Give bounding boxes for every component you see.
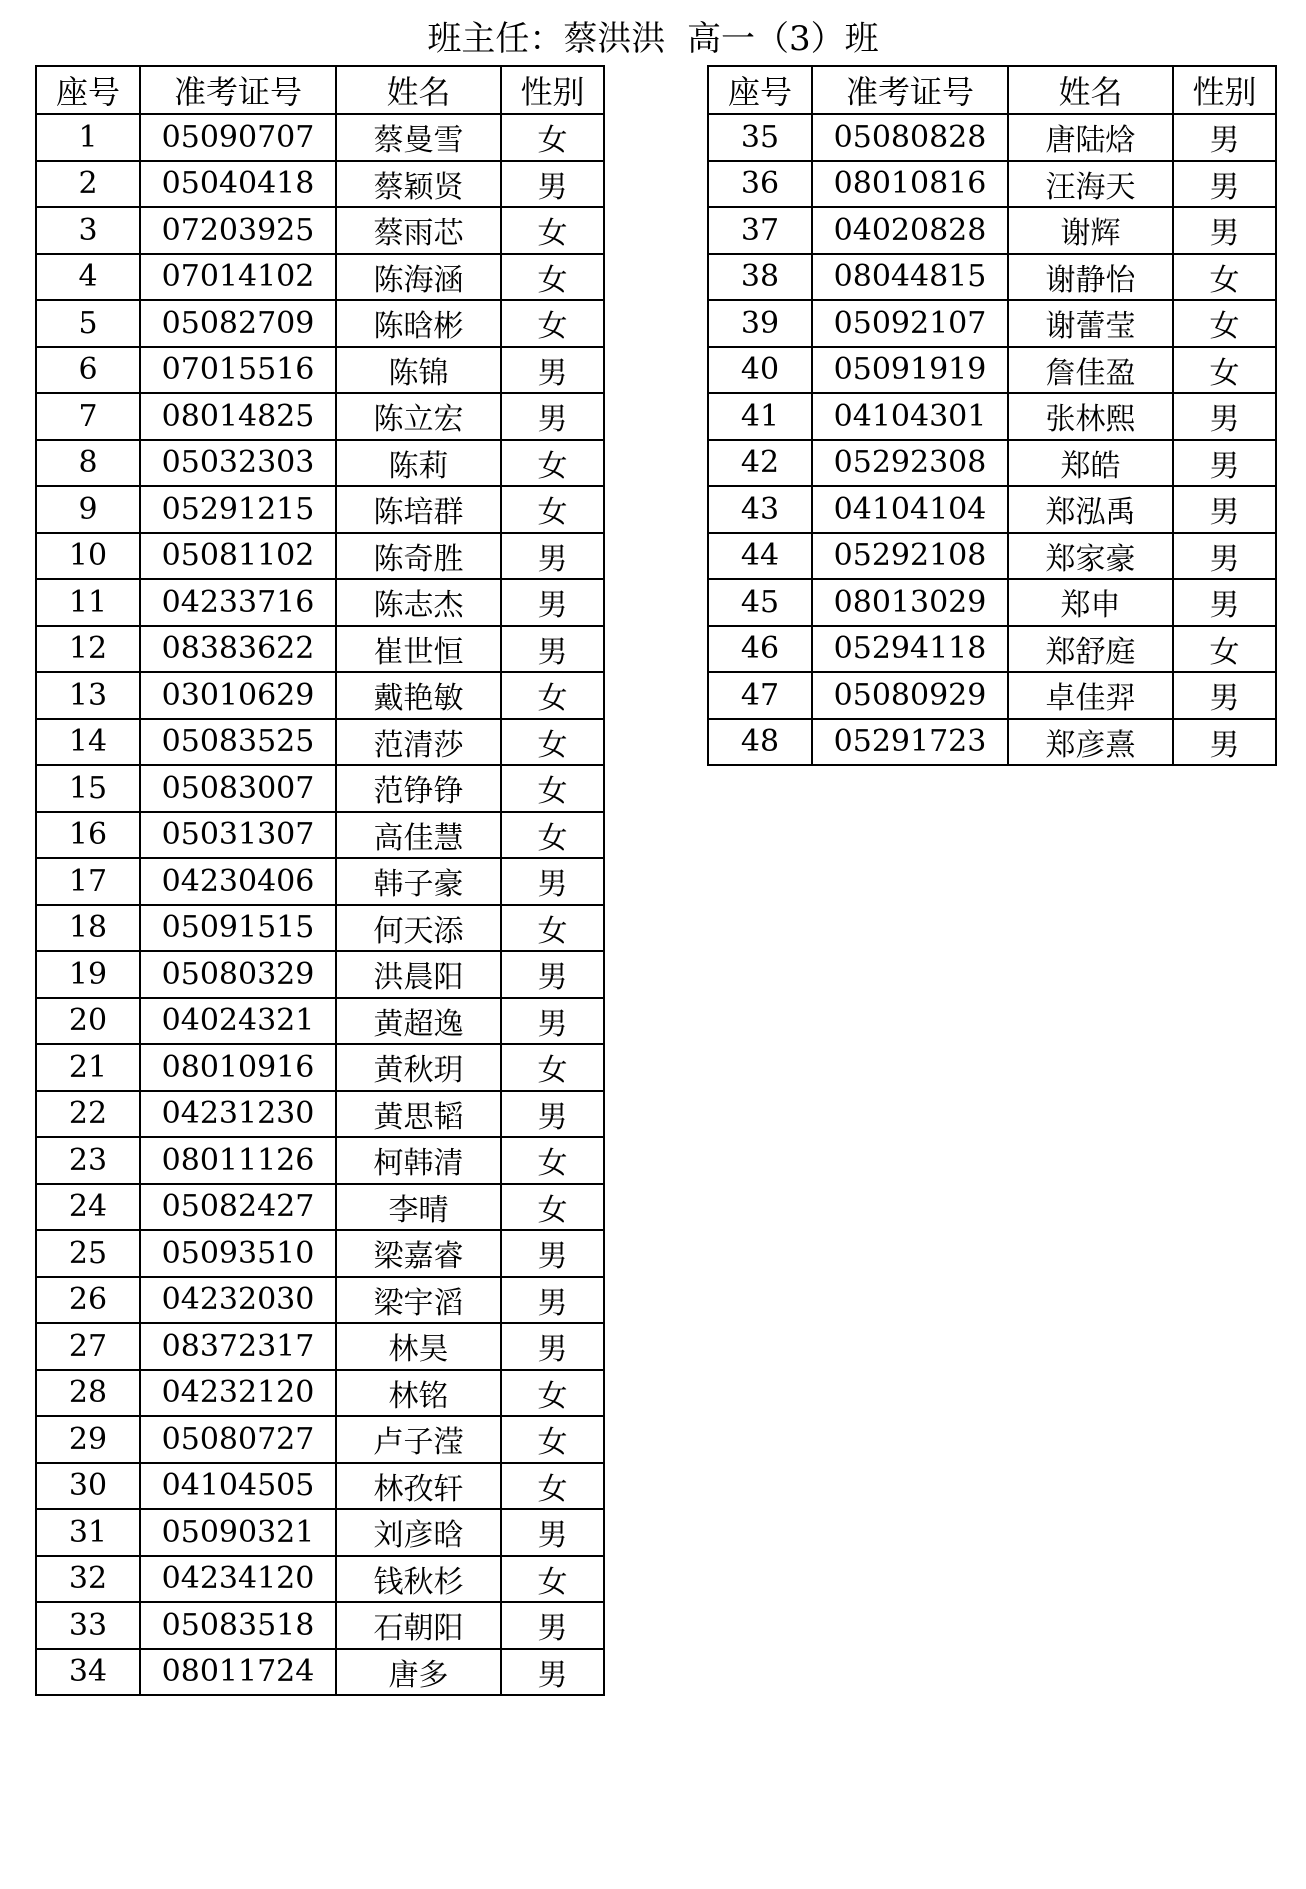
cell-gender: 男	[501, 579, 604, 626]
cell-seat: 35	[708, 114, 812, 161]
header-gender: 性别	[501, 66, 604, 114]
table-row	[36, 1091, 604, 1138]
cell-name: 陈晗彬	[336, 300, 501, 347]
table-row	[36, 300, 604, 347]
cell-name: 唐多	[336, 1649, 501, 1696]
header-row	[36, 66, 604, 114]
cell-exam-id: 05093510	[140, 1230, 336, 1277]
cell-exam-id: 05092107	[812, 300, 1008, 347]
cell-exam-id: 08011126	[140, 1137, 336, 1184]
cell-exam-id: 03010629	[140, 672, 336, 719]
table-row	[708, 161, 1276, 208]
cell-seat: 25	[36, 1230, 140, 1277]
table-row	[36, 812, 604, 859]
cell-name: 郑家豪	[1008, 533, 1173, 580]
cell-exam-id: 04104301	[812, 393, 1008, 440]
cell-gender: 男	[501, 1649, 604, 1696]
table-row	[36, 1509, 604, 1556]
cell-name: 陈海涵	[336, 254, 501, 301]
cell-name: 钱秋杉	[336, 1556, 501, 1603]
cell-seat: 48	[708, 719, 812, 766]
cell-seat: 40	[708, 347, 812, 394]
cell-seat: 46	[708, 626, 812, 673]
roster-table-left	[35, 65, 605, 1696]
cell-gender: 女	[501, 1556, 604, 1603]
cell-exam-id: 05090707	[140, 114, 336, 161]
cell-name: 范铮铮	[336, 765, 501, 812]
roster-table-right	[707, 65, 1277, 766]
cell-gender: 男	[501, 1323, 604, 1370]
cell-exam-id: 08010916	[140, 1044, 336, 1091]
cell-seat: 36	[708, 161, 812, 208]
cell-exam-id: 05292308	[812, 440, 1008, 487]
table-row	[708, 347, 1276, 394]
cell-name: 陈莉	[336, 440, 501, 487]
cell-exam-id: 07015516	[140, 347, 336, 394]
cell-gender: 男	[1173, 114, 1276, 161]
cell-name: 卓佳羿	[1008, 672, 1173, 719]
cell-exam-id: 05080727	[140, 1416, 336, 1463]
cell-gender: 女	[501, 1370, 604, 1417]
cell-seat: 30	[36, 1463, 140, 1510]
table-row	[708, 579, 1276, 626]
table-row	[36, 1184, 604, 1231]
cell-name: 蔡曼雪	[336, 114, 501, 161]
cell-name: 郑彦熹	[1008, 719, 1173, 766]
table-row	[36, 486, 604, 533]
cell-name: 石朝阳	[336, 1602, 501, 1649]
cell-seat: 12	[36, 626, 140, 673]
cell-exam-id: 05292108	[812, 533, 1008, 580]
cell-exam-id: 05083007	[140, 765, 336, 812]
cell-name: 汪海天	[1008, 161, 1173, 208]
cell-seat: 7	[36, 393, 140, 440]
cell-exam-id: 05081102	[140, 533, 336, 580]
cell-exam-id: 05091515	[140, 905, 336, 952]
cell-exam-id: 04232120	[140, 1370, 336, 1417]
table-row	[36, 114, 604, 161]
header-name: 姓名	[336, 66, 501, 114]
cell-seat: 34	[36, 1649, 140, 1696]
table-row	[36, 347, 604, 394]
cell-seat: 26	[36, 1277, 140, 1324]
table-row	[708, 486, 1276, 533]
cell-seat: 24	[36, 1184, 140, 1231]
cell-exam-id: 05294118	[812, 626, 1008, 673]
cell-gender: 女	[501, 114, 604, 161]
cell-seat: 44	[708, 533, 812, 580]
cell-exam-id: 07014102	[140, 254, 336, 301]
table-row	[36, 393, 604, 440]
cell-seat: 22	[36, 1091, 140, 1138]
table-row	[36, 1602, 604, 1649]
cell-gender: 女	[501, 812, 604, 859]
cell-seat: 3	[36, 207, 140, 254]
table-row	[36, 1370, 604, 1417]
cell-exam-id: 08013029	[812, 579, 1008, 626]
table-row	[36, 1044, 604, 1091]
table-row	[36, 905, 604, 952]
cell-name: 黄超逸	[336, 998, 501, 1045]
cell-seat: 15	[36, 765, 140, 812]
cell-seat: 16	[36, 812, 140, 859]
cell-seat: 19	[36, 951, 140, 998]
table-row	[36, 533, 604, 580]
cell-gender: 男	[1173, 719, 1276, 766]
cell-gender: 女	[501, 440, 604, 487]
cell-seat: 20	[36, 998, 140, 1045]
cell-name: 卢子滢	[336, 1416, 501, 1463]
cell-exam-id: 05083525	[140, 719, 336, 766]
cell-seat: 2	[36, 161, 140, 208]
cell-exam-id: 07203925	[140, 207, 336, 254]
cell-seat: 32	[36, 1556, 140, 1603]
table-row	[36, 161, 604, 208]
cell-name: 梁嘉睿	[336, 1230, 501, 1277]
table-row	[708, 300, 1276, 347]
cell-seat: 4	[36, 254, 140, 301]
cell-seat: 42	[708, 440, 812, 487]
cell-name: 郑皓	[1008, 440, 1173, 487]
cell-gender: 男	[1173, 161, 1276, 208]
table-row	[36, 1137, 604, 1184]
cell-exam-id: 05080828	[812, 114, 1008, 161]
cell-name: 黄秋玥	[336, 1044, 501, 1091]
cell-gender: 女	[501, 300, 604, 347]
cell-gender: 男	[501, 1230, 604, 1277]
cell-name: 柯韩清	[336, 1137, 501, 1184]
cell-seat: 9	[36, 486, 140, 533]
cell-seat: 21	[36, 1044, 140, 1091]
cell-name: 谢蕾莹	[1008, 300, 1173, 347]
table-row	[708, 626, 1276, 673]
cell-gender: 男	[501, 533, 604, 580]
cell-gender: 男	[501, 1509, 604, 1556]
cell-seat: 5	[36, 300, 140, 347]
cell-name: 詹佳盈	[1008, 347, 1173, 394]
table-row	[36, 207, 604, 254]
cell-name: 范清莎	[336, 719, 501, 766]
cell-name: 崔世恒	[336, 626, 501, 673]
header-exam-id: 准考证号	[812, 66, 1008, 114]
cell-exam-id: 08372317	[140, 1323, 336, 1370]
cell-exam-id: 05291215	[140, 486, 336, 533]
header-row	[708, 66, 1276, 114]
table-row	[36, 858, 604, 905]
table-row	[708, 440, 1276, 487]
table-row	[36, 719, 604, 766]
cell-seat: 38	[708, 254, 812, 301]
cell-gender: 女	[501, 1184, 604, 1231]
table-row	[36, 951, 604, 998]
cell-gender: 女	[501, 1137, 604, 1184]
cell-seat: 27	[36, 1323, 140, 1370]
cell-exam-id: 04230406	[140, 858, 336, 905]
cell-exam-id: 04104104	[812, 486, 1008, 533]
cell-seat: 45	[708, 579, 812, 626]
cell-gender: 男	[501, 858, 604, 905]
cell-gender: 女	[501, 1044, 604, 1091]
cell-seat: 10	[36, 533, 140, 580]
table-row	[708, 393, 1276, 440]
table-row	[36, 1277, 604, 1324]
header-name: 姓名	[1008, 66, 1173, 114]
table-row	[708, 207, 1276, 254]
cell-gender: 男	[1173, 579, 1276, 626]
cell-exam-id: 05082709	[140, 300, 336, 347]
cell-exam-id: 04020828	[812, 207, 1008, 254]
cell-gender: 男	[501, 998, 604, 1045]
cell-exam-id: 08011724	[140, 1649, 336, 1696]
cell-name: 蔡雨芯	[336, 207, 501, 254]
cell-exam-id: 08014825	[140, 393, 336, 440]
cell-name: 谢静怡	[1008, 254, 1173, 301]
table-row	[708, 719, 1276, 766]
cell-exam-id: 05083518	[140, 1602, 336, 1649]
cell-exam-id: 08044815	[812, 254, 1008, 301]
cell-gender: 男	[501, 1091, 604, 1138]
cell-name: 韩子豪	[336, 858, 501, 905]
cell-gender: 男	[1173, 533, 1276, 580]
cell-exam-id: 04233716	[140, 579, 336, 626]
cell-gender: 女	[501, 905, 604, 952]
cell-exam-id: 04234120	[140, 1556, 336, 1603]
cell-exam-id: 04231230	[140, 1091, 336, 1138]
cell-exam-id: 08383622	[140, 626, 336, 673]
cell-seat: 14	[36, 719, 140, 766]
cell-gender: 女	[501, 207, 604, 254]
cell-gender: 男	[1173, 393, 1276, 440]
cell-gender: 男	[1173, 207, 1276, 254]
cell-seat: 28	[36, 1370, 140, 1417]
table-row	[708, 254, 1276, 301]
table-row	[36, 1323, 604, 1370]
cell-exam-id: 08010816	[812, 161, 1008, 208]
cell-gender: 男	[501, 347, 604, 394]
cell-seat: 37	[708, 207, 812, 254]
cell-name: 蔡颖贤	[336, 161, 501, 208]
cell-seat: 11	[36, 579, 140, 626]
cell-name: 陈奇胜	[336, 533, 501, 580]
cell-name: 陈培群	[336, 486, 501, 533]
cell-seat: 29	[36, 1416, 140, 1463]
cell-exam-id: 05082427	[140, 1184, 336, 1231]
table-row	[708, 114, 1276, 161]
cell-name: 郑泓禹	[1008, 486, 1173, 533]
table-row	[36, 254, 604, 301]
cell-seat: 18	[36, 905, 140, 952]
table-row	[36, 1649, 604, 1696]
header-seat: 座号	[708, 66, 812, 114]
cell-name: 高佳慧	[336, 812, 501, 859]
cell-name: 戴艳敏	[336, 672, 501, 719]
cell-seat: 41	[708, 393, 812, 440]
cell-gender: 女	[1173, 300, 1276, 347]
cell-exam-id: 05080329	[140, 951, 336, 998]
cell-seat: 47	[708, 672, 812, 719]
cell-gender: 男	[501, 1277, 604, 1324]
cell-name: 林铭	[336, 1370, 501, 1417]
cell-name: 张林熙	[1008, 393, 1173, 440]
table-row	[36, 1463, 604, 1510]
cell-name: 郑舒庭	[1008, 626, 1173, 673]
cell-name: 黄思韬	[336, 1091, 501, 1138]
page-title: 班主任：蔡洪洪 高一（3）班	[427, 19, 879, 59]
cell-gender: 男	[501, 626, 604, 673]
cell-name: 陈锦	[336, 347, 501, 394]
cell-gender: 女	[1173, 254, 1276, 301]
cell-seat: 1	[36, 114, 140, 161]
cell-name: 陈志杰	[336, 579, 501, 626]
cell-seat: 8	[36, 440, 140, 487]
table-row	[708, 672, 1276, 719]
cell-gender: 女	[501, 254, 604, 301]
cell-seat: 31	[36, 1509, 140, 1556]
cell-exam-id: 05031307	[140, 812, 336, 859]
table-row	[36, 672, 604, 719]
cell-name: 刘彦晗	[336, 1509, 501, 1556]
cell-seat: 23	[36, 1137, 140, 1184]
cell-gender: 男	[501, 951, 604, 998]
table-row	[36, 765, 604, 812]
cell-gender: 男	[1173, 440, 1276, 487]
cell-gender: 男	[1173, 486, 1276, 533]
cell-exam-id: 05091919	[812, 347, 1008, 394]
cell-exam-id: 05032303	[140, 440, 336, 487]
cell-gender: 男	[501, 161, 604, 208]
header-exam-id: 准考证号	[140, 66, 336, 114]
table-row	[36, 440, 604, 487]
table-row	[36, 1230, 604, 1277]
cell-name: 谢辉	[1008, 207, 1173, 254]
cell-gender: 男	[1173, 672, 1276, 719]
header-gender: 性别	[1173, 66, 1276, 114]
cell-gender: 女	[501, 719, 604, 766]
cell-gender: 女	[501, 486, 604, 533]
cell-gender: 男	[501, 1602, 604, 1649]
cell-exam-id: 05291723	[812, 719, 1008, 766]
cell-exam-id: 04104505	[140, 1463, 336, 1510]
cell-seat: 43	[708, 486, 812, 533]
cell-name: 洪晨阳	[336, 951, 501, 998]
cell-gender: 女	[501, 1416, 604, 1463]
cell-exam-id: 04024321	[140, 998, 336, 1045]
cell-gender: 女	[501, 672, 604, 719]
cell-exam-id: 04232030	[140, 1277, 336, 1324]
cell-name: 唐陆焓	[1008, 114, 1173, 161]
cell-seat: 13	[36, 672, 140, 719]
table-row	[36, 998, 604, 1045]
cell-gender: 女	[501, 1463, 604, 1510]
table-row	[36, 1556, 604, 1603]
table-row	[708, 533, 1276, 580]
cell-gender: 女	[501, 765, 604, 812]
cell-seat: 6	[36, 347, 140, 394]
cell-name: 林昊	[336, 1323, 501, 1370]
cell-exam-id: 05080929	[812, 672, 1008, 719]
cell-name: 李晴	[336, 1184, 501, 1231]
cell-name: 梁宇滔	[336, 1277, 501, 1324]
cell-exam-id: 05040418	[140, 161, 336, 208]
cell-seat: 33	[36, 1602, 140, 1649]
cell-seat: 39	[708, 300, 812, 347]
cell-exam-id: 05090321	[140, 1509, 336, 1556]
table-row	[36, 626, 604, 673]
cell-name: 郑申	[1008, 579, 1173, 626]
table-row	[36, 1416, 604, 1463]
cell-name: 林孜轩	[336, 1463, 501, 1510]
cell-seat: 17	[36, 858, 140, 905]
cell-gender: 女	[1173, 347, 1276, 394]
cell-name: 何天添	[336, 905, 501, 952]
cell-name: 陈立宏	[336, 393, 501, 440]
header-seat: 座号	[36, 66, 140, 114]
cell-gender: 女	[1173, 626, 1276, 673]
table-row	[36, 579, 604, 626]
cell-gender: 男	[501, 393, 604, 440]
